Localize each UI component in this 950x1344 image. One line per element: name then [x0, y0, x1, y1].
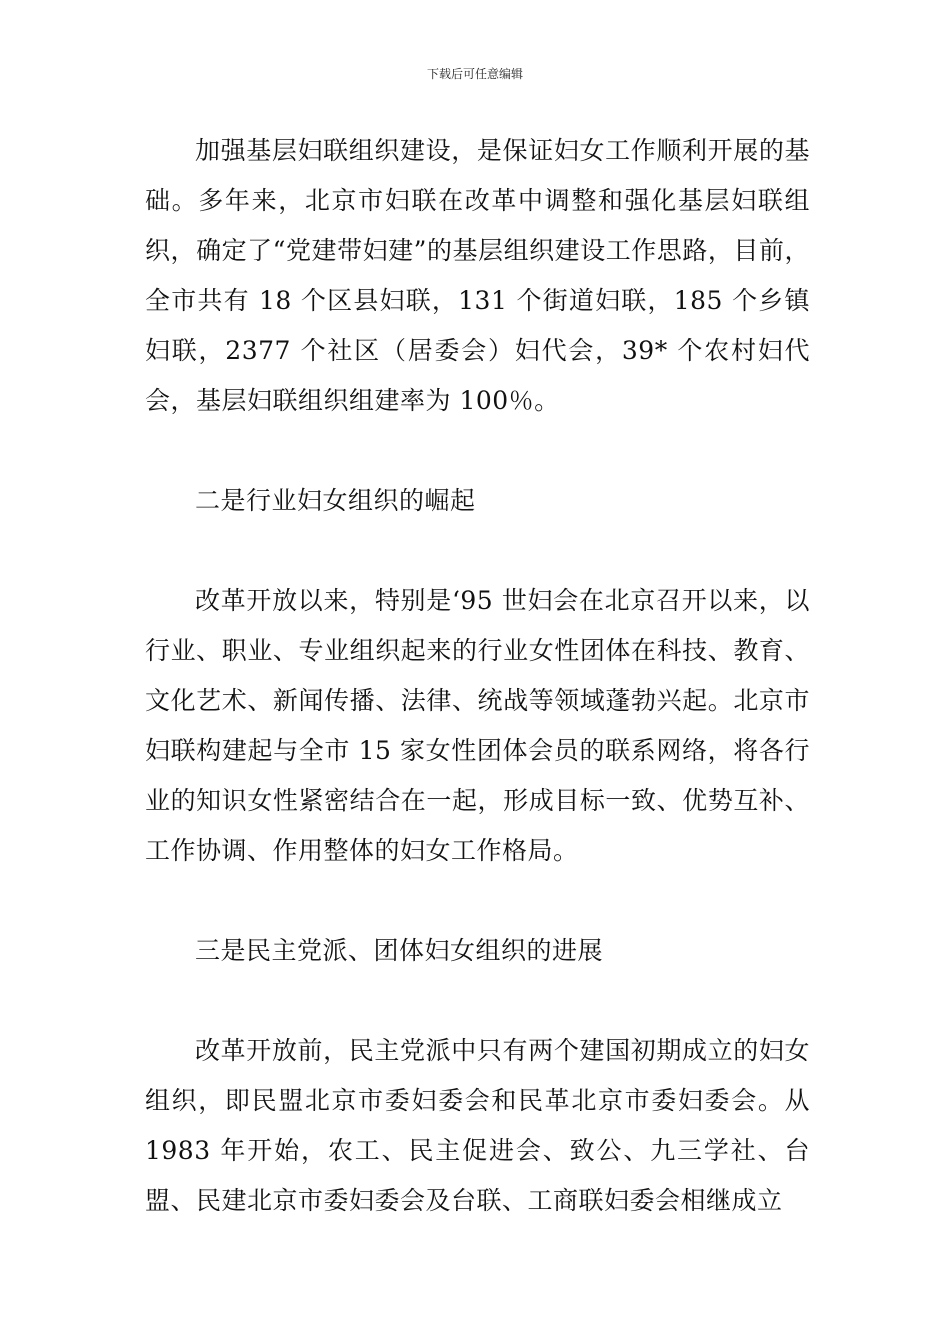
paragraph-spacer	[145, 526, 810, 576]
paragraph-grassroots-organizations: 加强基层妇联组织建设，是保证妇女工作顺利开展的基础。多年来，北京市妇联在改革中调整和强化基层妇联组织，确定了“党建带妇建”的基层组织建设工作思路，目前，全市共有 18 个区县妇联，131 个街道妇联，185 个乡镇妇联，2377 个社区（居委会）妇代会，39* 个农村妇代会，基层妇联组织组建率为 100％。	[145, 136, 810, 415]
paragraph-spacer	[145, 426, 810, 476]
page-header: 下载后可任意编辑	[426, 67, 523, 81]
paragraph-industry-organizations: 改革开放以来，特别是‘95 世妇会在北京召开以来，以行业、职业、专业组织起来的行业女性团体在科技、教育、文化艺术、新闻传播、法律、统战等领域蓬勃兴起。北京市妇联构建起与全市 15 家女性团体会员的联系网络，将各行业的知识女性紧密结合在一起，形成目标一致、优势互补、工作协调、作用整体的妇女工作格局。	[145, 586, 810, 865]
paragraph-democratic-parties: 改革开放前，民主党派中只有两个建国初期成立的妇女组织，即民盟北京市委妇委会和民革北京市委妇委会。从 1983 年开始，农工、民主促进会、致公、九三学社、台盟、民建北京市委妇委会及台联、工商联妇委会相继成立	[145, 1036, 810, 1215]
paragraph-spacer	[145, 976, 810, 1026]
paragraph-spacer	[145, 876, 810, 926]
section-heading-democratic-parties: 三是民主党派、团体妇女组织的进展	[195, 936, 604, 965]
section-heading-industry-organizations: 二是行业妇女组织的崛起	[195, 486, 476, 515]
document-body	[145, 126, 810, 1226]
